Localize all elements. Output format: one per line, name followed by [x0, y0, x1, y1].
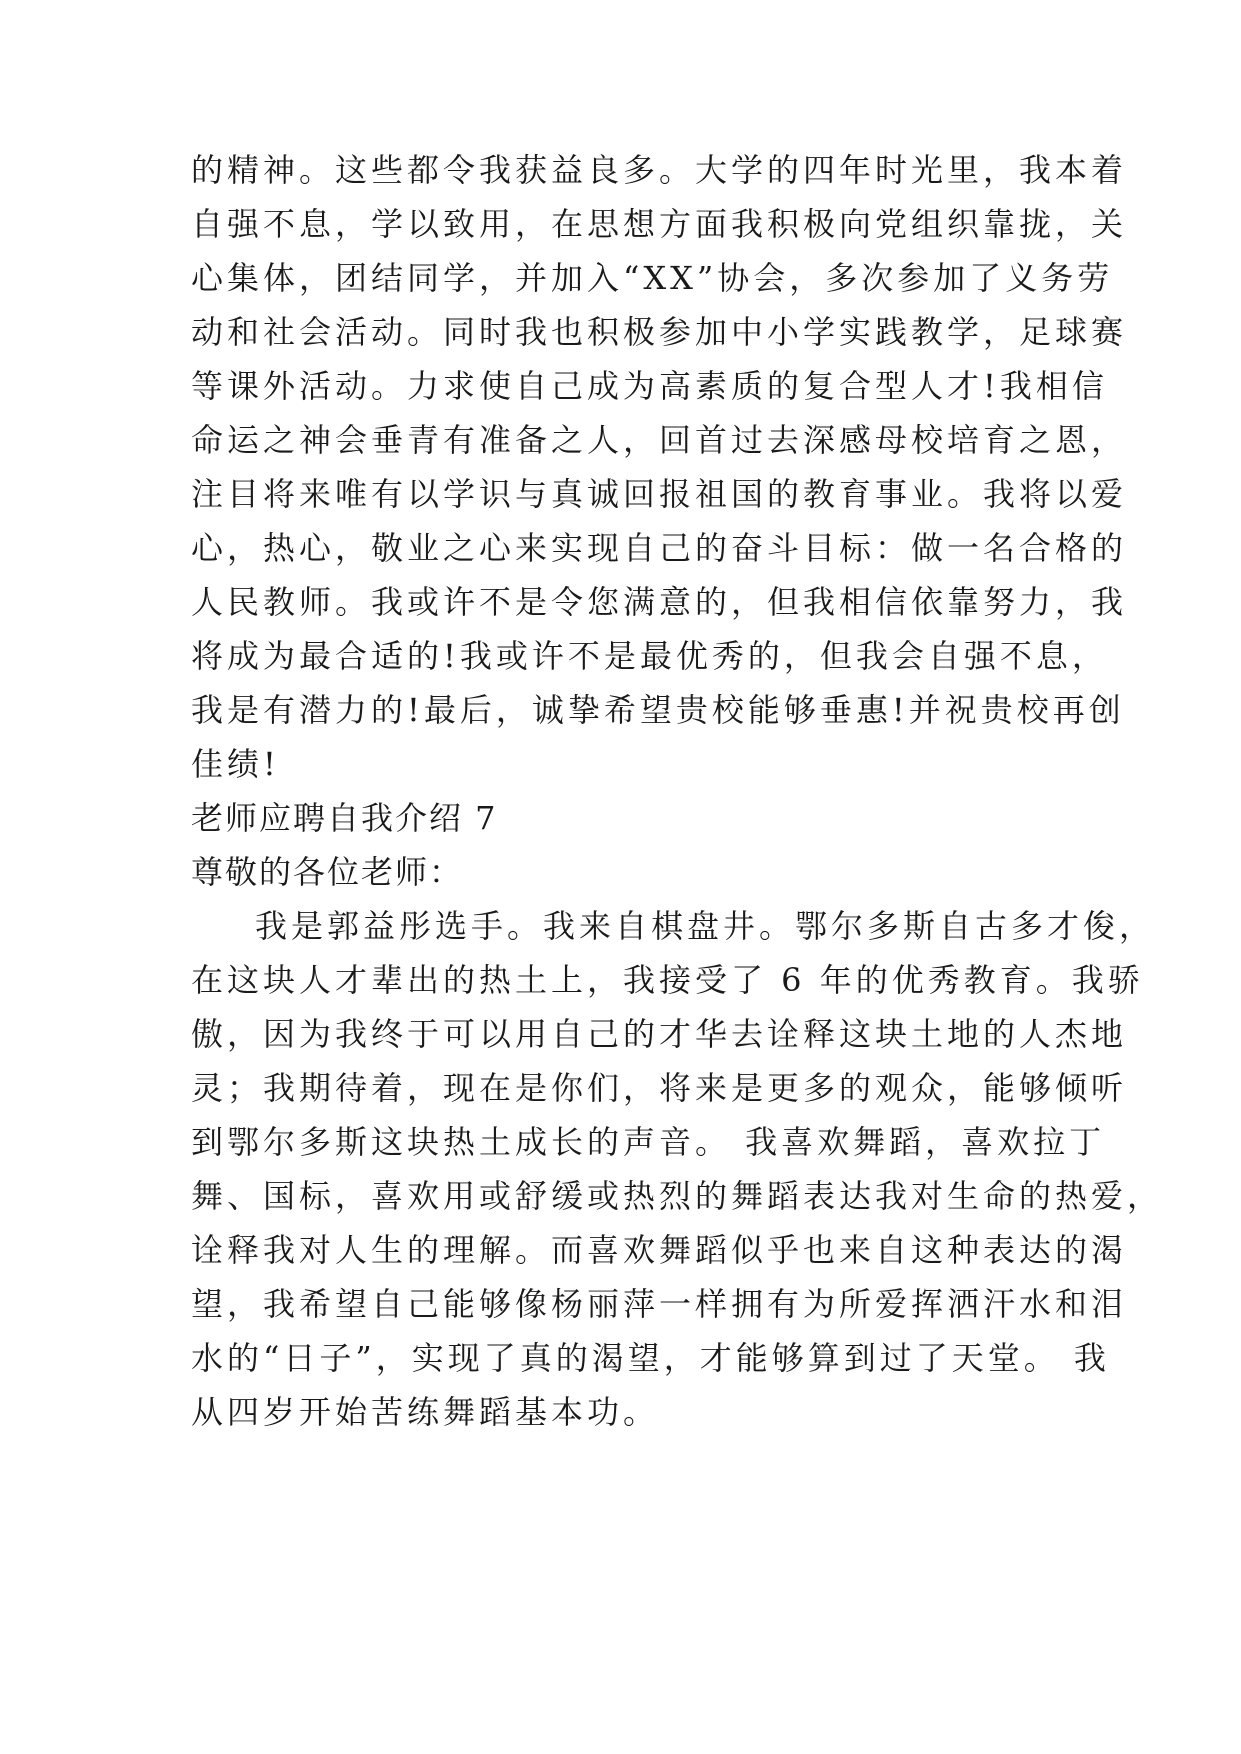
text-line: 自强不息，学以致用，在思想方面我积极向党组织靠拢，关	[191, 205, 1128, 243]
text-line: 诠释我对人生的理解。而喜欢舞蹈似乎也来自这种表达的渴	[191, 1231, 1128, 1269]
text-line: 动和社会活动。同时我也积极参加中小学实践教学，足球赛	[191, 313, 1128, 351]
text-line: 心集体，团结同学，并加入“XX”协会，多次参加了义务劳	[191, 259, 1114, 297]
text-line: 傲，因为我终于可以用自己的才华去诠释这块土地的人杰地	[191, 1015, 1128, 1053]
text-line: 人民教师。我或许不是令您满意的，但我相信依靠努力，我	[191, 583, 1128, 621]
text-line: 我是有潜力的!最后，诚挚希望贵校能够垂惠!并祝贵校再创	[191, 691, 1125, 729]
text-line: 灵；我期待着，现在是你们，将来是更多的观众，能够倾听	[191, 1069, 1128, 1107]
text-line: 将成为最合适的!我或许不是最优秀的，但我会自强不息，	[191, 637, 1108, 675]
text-line: 心，热心，敬业之心来实现自己的奋斗目标：做一名合格的	[191, 529, 1128, 567]
text-line: 望，我希望自己能够像杨丽萍一样拥有为所爱挥洒汗水和泪	[191, 1285, 1128, 1323]
text-line: 我是郭益彤选手。我来自棋盘井。鄂尔多斯自古多才俊，	[255, 907, 1156, 945]
text-line: 在这块人才辈出的热土上，我接受了 6 年的优秀教育。我骄	[191, 961, 1144, 999]
text-line: 等课外活动。力求使自己成为高素质的复合型人才!我相信	[191, 367, 1108, 405]
text-line: 到鄂尔多斯这块热土成长的声音。 我喜欢舞蹈，喜欢拉丁	[191, 1123, 1106, 1161]
text-line: 佳绩!	[191, 745, 280, 783]
text-line: 注目将来唯有以学识与真诚回报祖国的教育事业。我将以爱	[191, 475, 1128, 513]
text-line: 水的“日子”，实现了真的渴望，才能够算到过了天堂。 我	[191, 1339, 1110, 1377]
text-line: 从四岁开始苦练舞蹈基本功。	[191, 1393, 660, 1431]
text-line: 舞、国标，喜欢用或舒缓或热烈的舞蹈表达我对生命的热爱，	[191, 1177, 1164, 1215]
text-line: 的精神。这些都令我获益良多。大学的四年时光里，我本着	[191, 151, 1128, 189]
text-line: 命运之神会垂青有准备之人，回首过去深感母校培育之恩，	[191, 421, 1128, 459]
section-title: 老师应聘自我介绍 7	[191, 799, 498, 837]
greeting: 尊敬的各位老师：	[191, 853, 464, 891]
